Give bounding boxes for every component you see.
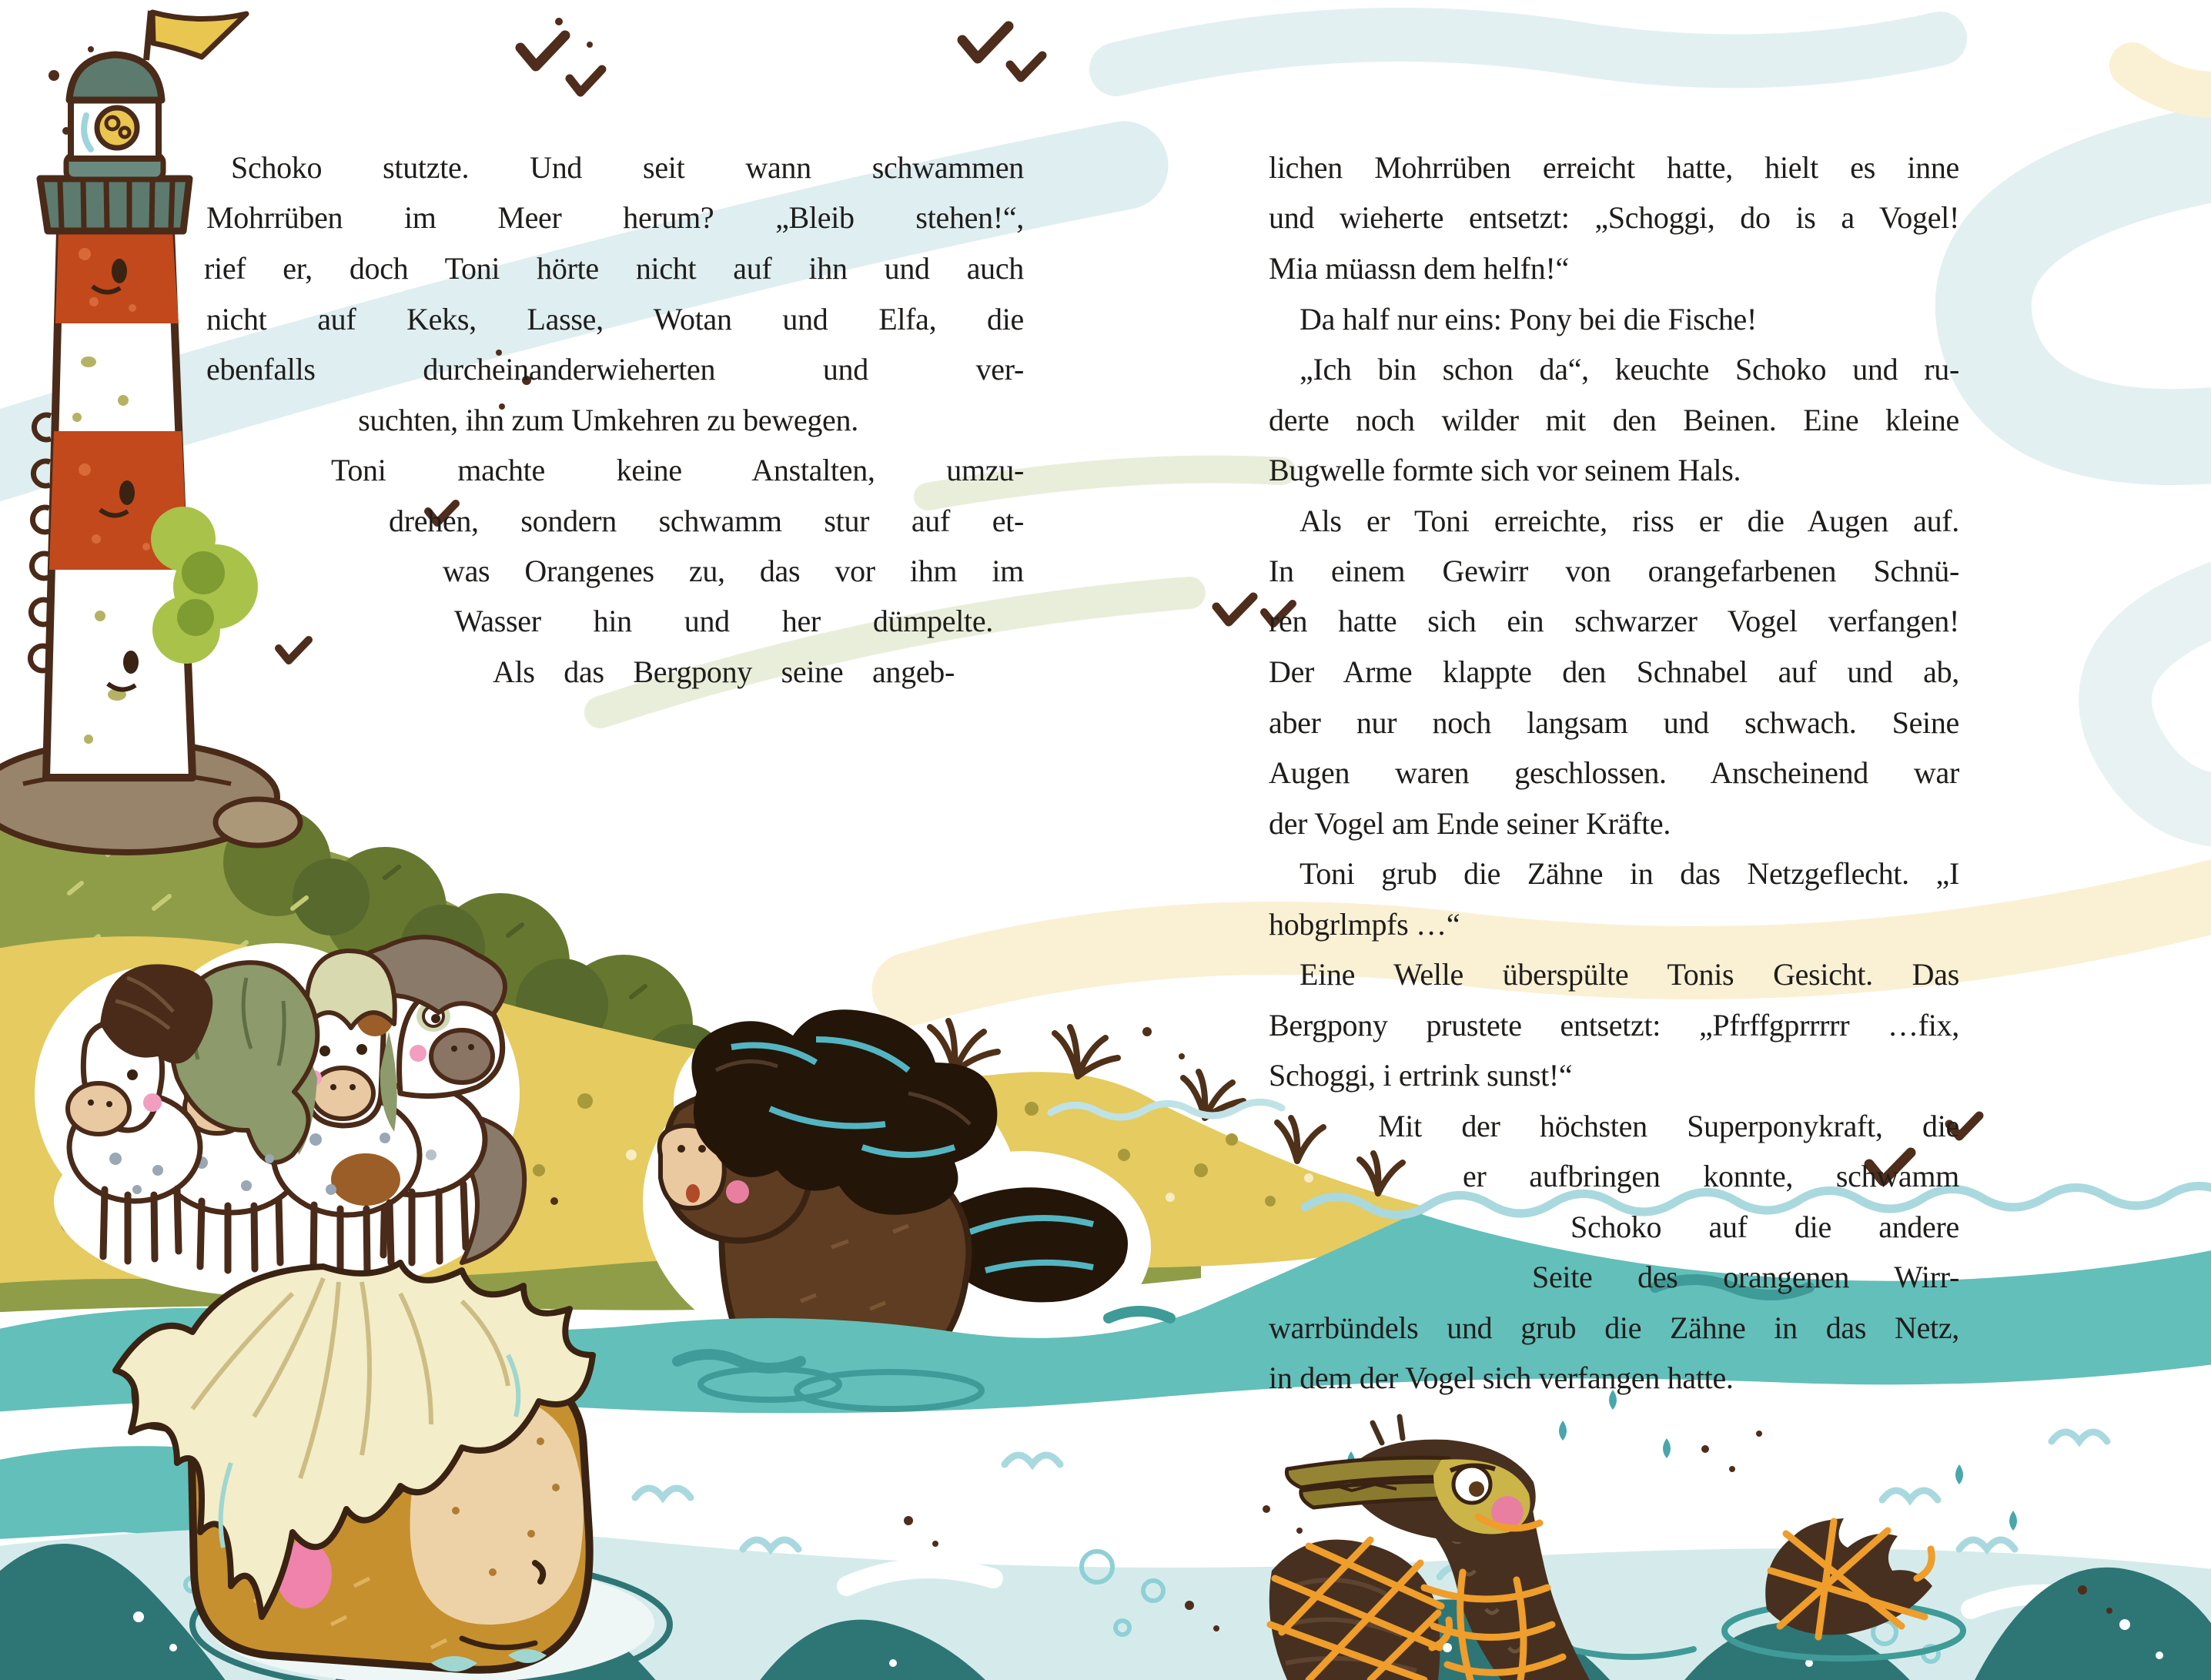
story-line: Schoggi, i ertrink sunst!“ [1269,1058,1573,1093]
story-line: lichen Mohrrüben erreicht hatte, hielt es inne [1269,150,1959,185]
story-line: Als er Toni erreichte, riss er die Augen auf. [1300,504,1959,538]
story-line: Augen waren geschlossen. Anscheinend war [1269,755,1959,790]
story-line: suchten, ihn zum Umkehren zu bewegen. [358,403,858,437]
story-line: in dem der Vogel sich verfangen hatte. [1269,1360,1734,1395]
story-line: Schoko stutzte. Und seit wann schwammen [231,150,1024,185]
story-line: Mia müassn dem helfn!“ [1269,251,1569,286]
story-line: er aufbringen konnte, schwamm [1463,1159,1959,1193]
story-line: und wieherte entsetzt: „Schoggi, do is a Vogel! [1269,200,1959,235]
pony-herd [35,937,524,1297]
story-line: aber nur noch langsam und schwach. Seine [1269,705,1959,740]
story-line: Eine Welle überspülte Tonis Gesicht. Das [1300,957,1959,992]
story-line: ren hatte sich ein schwarzer Vogel verfangen! [1269,604,1959,638]
story-line: der Vogel am Ende seiner Kräfte. [1269,806,1671,841]
story-line: Toni machte keine Anstalten, umzu- [331,453,1024,487]
story-line: derte noch wilder mit den Beinen. Eine kleine [1269,403,1959,437]
story-line: hobgrlmpfs …“ [1269,907,1460,942]
story-line: Bergpony prustete entsetzt: „Pfrffgprrrrr …fix, [1269,1008,1959,1042]
story-line: rief er, doch Toni hörte nicht auf ihn und auch [204,251,1024,286]
story-line: was Orangenes zu, das vor ihm im [443,554,1024,588]
story-line: drehen, sondern schwamm stur auf et- [389,504,1024,538]
flag [152,12,246,57]
story-line: ebenfalls durcheinanderwieherten und ver- [206,352,1024,387]
story-line: Da half nur eins: Pony bei die Fische! [1300,302,1758,336]
story-line: Schoko auf die andere [1570,1210,1959,1244]
story-line: Seite des orangenen Wirr- [1532,1260,1959,1294]
story-line: Der Arme klappte den Schnabel auf und ab, [1269,654,1959,689]
story-line: Bugwelle formte sich vor seinem Hals. [1269,453,1741,487]
story-line: Mohrrüben im Meer herum? „Bleib stehen!“, [206,200,1024,235]
story-line: In einem Gewirr von orangefarbenen Schnü- [1269,554,1959,588]
story-line: Toni grub die Zähne in das Netzgeflecht. „I [1300,856,1959,891]
story-line: warrbündels und grub die Zähne in das Netz, [1269,1310,1959,1345]
story-line: nicht auf Keks, Lasse, Wotan und Elfa, die [206,302,1024,336]
story-line: „Ich bin schon da“, keuchte Schoko und ru- [1300,352,1959,387]
story-line: Als das Bergpony seine angeb- [493,654,955,689]
story-line: Wasser hin und her dümpelte. [454,604,993,638]
story-line: Mit der höchsten Superponykraft, die [1378,1109,1959,1143]
dome [69,55,162,100]
